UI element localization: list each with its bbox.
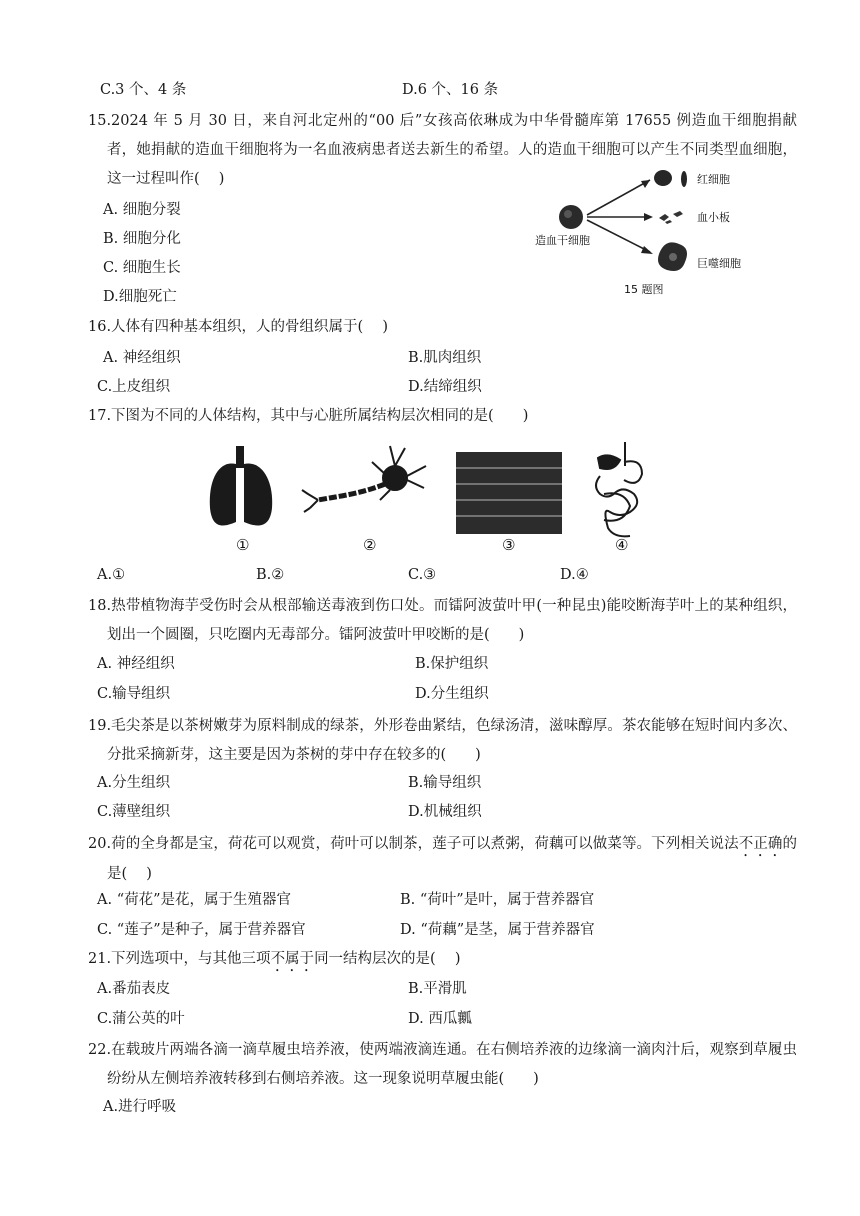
digestive-system-icon (596, 442, 642, 536)
q15-option-d: D.细胞死亡 (103, 289, 177, 305)
q17-option-a: A.① (97, 567, 126, 583)
figure-caption: 15 题图 (624, 283, 664, 296)
q17-option-d: D.④ (560, 567, 589, 583)
q18-option-a: A. 神经组织 (97, 656, 175, 672)
q16-stem: 16.人体有四种基本组织，人的骨组织属于( ) (88, 319, 388, 335)
q18-option-b: B.保护组织 (415, 656, 489, 672)
platelet-label: 血小板 (697, 211, 730, 224)
q17-stem: 17.下图为不同的人体结构，其中与心脏所属结构层次相同的是( ) (88, 408, 529, 424)
q16-option-a: A. 神经组织 (103, 350, 181, 366)
stem-cell-icon (559, 205, 583, 229)
q18-option-d: D.分生组织 (415, 686, 489, 702)
q16-option-b: B.肌肉组织 (408, 350, 482, 366)
q16-option-c: C.上皮组织 (97, 379, 171, 395)
figure-label-1: ① (236, 536, 250, 554)
q21-option-a: A.番茄表皮 (97, 981, 171, 997)
q17-structures-figure (200, 438, 650, 556)
q15-stem: 15.2024 年 5 月 30 日，来自河北定州的“00 后”女孩高依琳成为中华骨髓库第 17655 例造血干细胞捐献者，她捐献的造血干细胞将为一名血液病患者送去新生的希望。人的造血干细胞可以产生不同类型血细胞，这一过程叫作( ) (88, 113, 797, 187)
figure-label-2: ② (363, 536, 377, 554)
q17-option-c: C.③ (408, 567, 437, 583)
q21-stem-end: 同一结构层次的是( ) (314, 951, 461, 967)
platelet-icon (659, 211, 683, 224)
q21-emphasis: 不属于 (270, 951, 315, 967)
q21-option-c: C.蒲公英的叶 (97, 1011, 185, 1027)
q22-stem: 22.在载玻片两端各滴一滴草履虫培养液，使两端液滴连通。在右侧培养液的边缘滴一滴肉汁后，观察到草履虫纷纷从左侧培养液转移到右侧培养液。这一现象说明草履虫能( ) (88, 1042, 797, 1087)
q19-stem: 19.毛尖茶是以茶树嫩芽为原料制成的绿茶，外形卷曲紧结，色绿汤清，滋味醇厚。茶农能够在短时间内多次、分批采摘新芽，这主要是因为茶树的芽中存在较多的( ) (88, 718, 797, 763)
q16-option-d: D.结缔组织 (408, 379, 482, 395)
q20-stem-end: 的是( ) (107, 836, 798, 882)
q15-option-b: B. 细胞分化 (103, 231, 181, 247)
q21-stem-text: 21.下列选项中，与其他三项 (88, 951, 271, 967)
q18-stem: 18.热带植物海芋受伤时会从根部输送毒液到伤口处。而镭阿波萤叶甲(一种昆虫)能咬断海芋叶上的某种组织，划出一个圆圈，只吃圈内无毒部分。镭阿波萤叶甲咬断的是( ) (88, 598, 797, 643)
q21-stem (88, 949, 461, 975)
q15-stem-cell-figure (535, 160, 785, 300)
q20-emphasis: 不正确 (738, 836, 783, 852)
q20-stem (88, 830, 797, 889)
red-blood-cell-icon (654, 170, 672, 186)
stem-cell-label: 造血干细胞 (535, 234, 590, 247)
q22-option-a: A.进行呼吸 (103, 1099, 177, 1115)
figure-label-3: ③ (502, 536, 516, 554)
red-blood-cell-label: 红细胞 (697, 173, 730, 186)
q14-option-d: D.6 个、16 条 (402, 82, 499, 98)
q19-option-b: B.输导组织 (408, 775, 482, 791)
muscle-tissue-icon (456, 452, 562, 534)
q19-option-a: A.分生组织 (97, 775, 171, 791)
q14-option-c: C.3 个、4 条 (100, 82, 187, 98)
q20-option-a: A. “荷花”是花，属于生殖器官 (97, 892, 292, 908)
lungs-icon (210, 446, 272, 525)
q17-option-b: B.② (256, 567, 285, 583)
macrophage-label: 巨噬细胞 (697, 257, 741, 270)
q20-option-b: B. “荷叶”是叶，属于营养器官 (400, 892, 595, 908)
q15-option-c: C. 细胞生长 (103, 260, 181, 276)
q21-option-d: D. 西瓜瓤 (408, 1011, 472, 1027)
q15-option-a: A. 细胞分裂 (103, 202, 181, 218)
q21-option-b: B.平滑肌 (408, 981, 467, 997)
figure-label-4: ④ (615, 536, 629, 554)
q18-option-c: C.输导组织 (97, 686, 171, 702)
q20-stem-text: 20.荷的全身都是宝，荷花可以观赏，荷叶可以制茶，莲子可以煮粥，荷藕可以做菜等。下列相关说法 (88, 836, 739, 852)
q19-option-d: D.机械组织 (408, 804, 482, 820)
neuron-icon (302, 446, 426, 512)
q20-option-c: C. “莲子”是种子，属于营养器官 (97, 922, 306, 938)
q20-option-d: D. “荷藕”是茎，属于营养器官 (400, 922, 595, 938)
q19-option-c: C.薄壁组织 (97, 804, 171, 820)
